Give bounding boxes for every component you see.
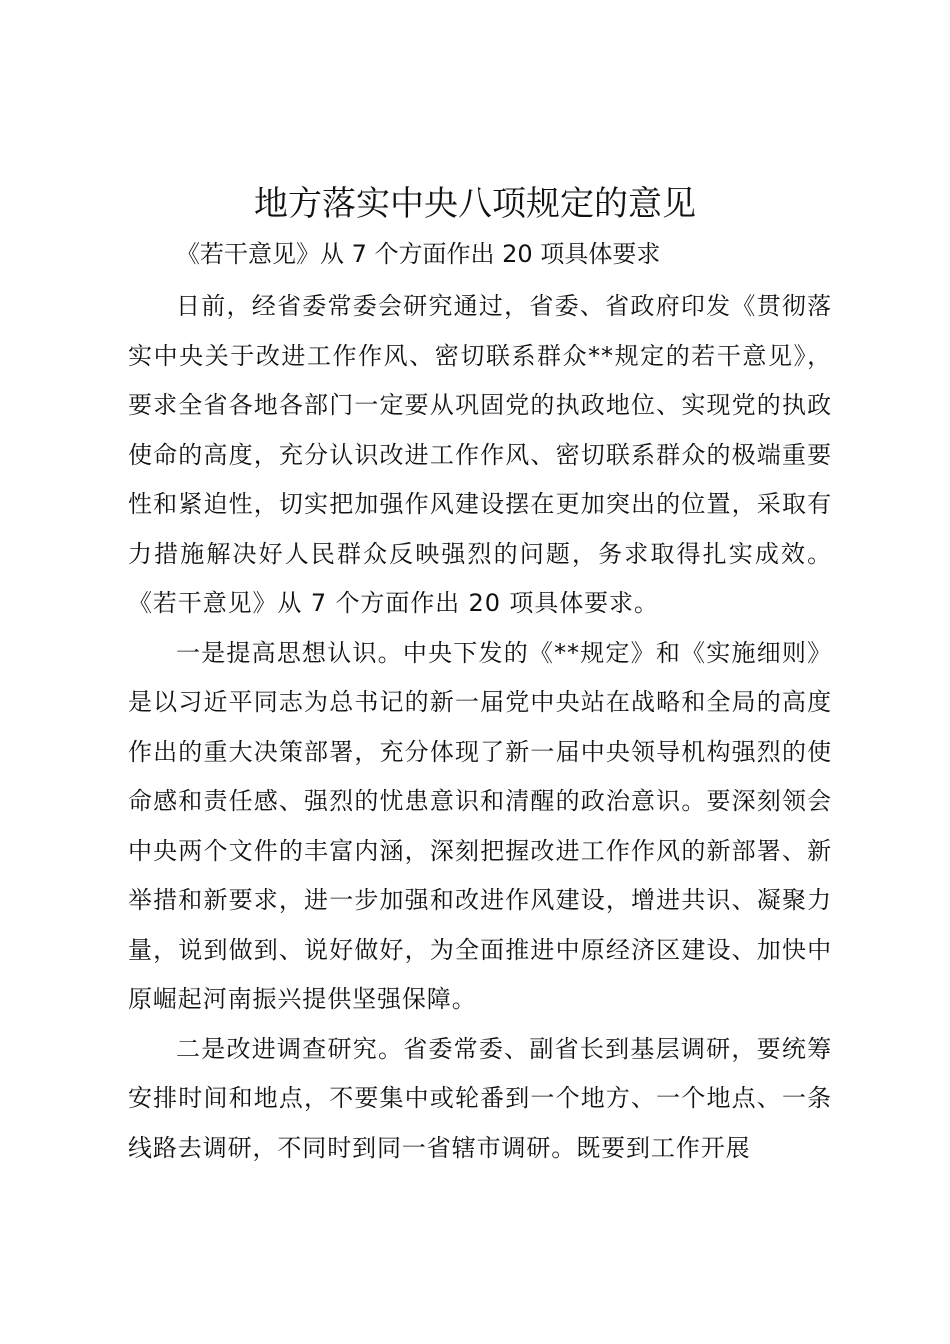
document-title: 地方落实中央八项规定的意见 — [254, 184, 696, 224]
paragraph-intro: 日前，经省委常委会研究通过，省委、省政府印发《贯彻落实中央关于改进工作作风、密切联系群众**规定的若干意见》，要求全省各地各部门一定要从巩固党的执政地位、实现党的执政使命的高度，充分认识改进工作作风、密切联系群众的极端重要性和紧迫性，切实把加强作风建设摆在更加突出的位置，采取有力措施解决好人民群众反映强烈的问题，务求取得扎实成效。《若干意见》从 7 个方面作出 20 项具体要求。 — [128, 292, 832, 617]
document-subtitle: 《若干意见》从 7 个方面作出 20 项具体要求 — [176, 240, 661, 268]
document-body — [128, 282, 832, 1173]
paragraph-point-two: 二是改进调查研究。省委常委、副省长到基层调研，要统筹安排时间和地点，不要集中或轮番到一个地方、一个地点、一条线路去调研，不同时到同一省辖市调研。既要到工作开展 — [128, 1034, 832, 1162]
paragraph-point-one: 一是提高思想认识。中央下发的《**规定》和《实施细则》是以习近平同志为总书记的新一届党中央站在战略和全局的高度作出的重大决策部署，充分体现了新一届中央领导机构强烈的使命感和责任感、强烈的忧患意识和清醒的政治意识。要深刻领会中央两个文件的丰富内涵，深刻把握改进工作作风的新部署、新举措和新要求，进一步加强和改进作风建设，增进共识、凝聚力量，说到做到、说好做好，为全面推进中原经济区建设、加快中原崛起河南振兴提供坚强保障。 — [128, 638, 832, 1013]
